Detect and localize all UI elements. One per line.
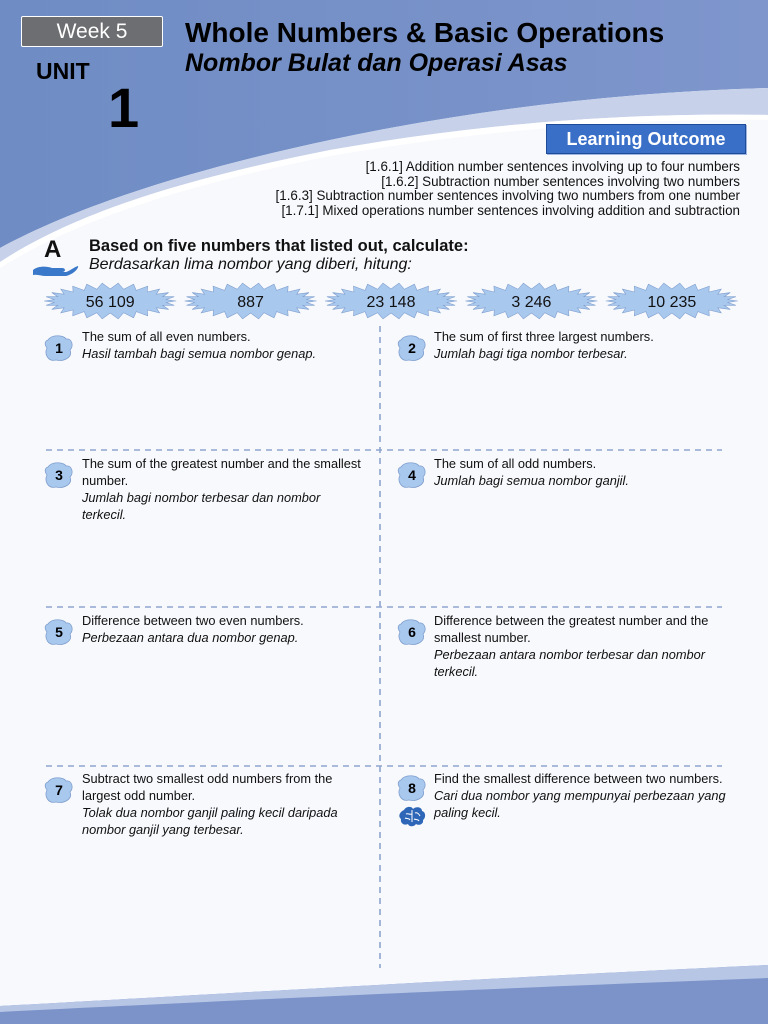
question-1 [82,328,372,362]
question-3 [82,455,362,523]
question-text-en: Difference between the greatest number and the smallest number. [434,613,709,645]
question-number: 6 [408,624,416,640]
question-number: 2 [408,340,416,356]
question-text-en: The sum of the greatest number and the smallest number. [82,456,361,488]
page-title: Whole Numbers & Basic Operations [185,17,665,48]
question-text-ms: Tolak dua nombor ganjil paling kecil daripada nombor ganjil yang terbesar. [82,805,338,837]
learning-outcome-item: [1.6.3] Subtraction number sentences involving two numbers from one number [275,188,740,203]
number-list [40,282,742,320]
section-letter: A [44,236,62,263]
question-number-badge [44,776,74,804]
question-text-ms: Jumlah bagi semua nombor ganjil. [434,473,629,488]
number-badge [44,283,176,319]
unit-label: UNIT [36,58,90,84]
question-text-ms: Jumlah bagi tiga nombor terbesar. [434,346,628,361]
question-text-en: Find the smallest difference between two numbers. [434,771,723,786]
question-text-ms: Cari dua nombor yang mempunyai perbezaan yang paling kecil. [434,788,726,820]
section-instruction-en: Based on five numbers that listed out, calculate: [89,237,469,255]
question-number: 8 [408,780,416,796]
brain-icon [398,806,426,828]
number-value: 887 [237,294,264,311]
question-number-badge [397,774,427,802]
question-text-ms: Hasil tambah bagi semua nombor genap. [82,346,317,361]
question-number-badge [397,461,427,489]
learning-outcome-badge: Learning Outcome [546,124,746,154]
number-value: 10 235 [647,294,697,311]
question-number: 7 [55,782,63,798]
page-subtitle: Nombor Bulat dan Operasi Asas [185,49,568,77]
question-8 [434,770,734,821]
question-number: 4 [408,467,416,483]
question-2 [434,328,734,362]
question-5 [82,612,372,646]
question-number-badge [44,461,74,489]
unit-number: 1 [108,76,140,139]
learning-outcome-item: [1.6.1] Addition number sentences involving up to four numbers [365,159,740,174]
question-number-badge [397,334,427,362]
question-text-en: The sum of all even numbers. [82,329,251,344]
question-text-en: Difference between two even numbers. [82,613,304,628]
question-text-ms: Jumlah bagi nombor terbesar dan nombor terkecil. [82,490,321,522]
hand-holding-icon [32,258,80,278]
question-number-badge [44,334,74,362]
question-number-badge [397,618,427,646]
section-instruction-ms: Berdasarkan lima nombor yang diberi, hitung: [89,256,412,273]
question-number: 1 [55,340,63,356]
question-text-ms: Perbezaan antara dua nombor genap. [82,630,299,645]
question-number: 5 [55,624,63,640]
question-6 [434,612,729,680]
question-text-en: The sum of all odd numbers. [434,456,597,471]
number-badge [325,283,457,319]
number-badge [185,283,317,319]
question-text-en: The sum of first three largest numbers. [434,329,654,344]
learning-outcome-list [276,160,740,218]
question-text-en: Subtract two smallest odd numbers from the largest odd number. [82,771,333,803]
learning-outcome-item: [1.6.2] Subtraction number sentences involving two numbers [381,173,740,189]
question-4 [434,455,734,489]
question-7 [82,770,357,838]
number-value: 56 109 [85,294,135,311]
question-number-badge [44,618,74,646]
learning-outcome-item: [1.7.1] Mixed operations number sentences involving addition and subtraction [281,202,740,218]
question-text-ms: Perbezaan antara nombor terbesar dan nombor terkecil. [434,647,706,679]
question-number: 3 [55,467,63,483]
number-badge [465,283,597,319]
week-badge: Week 5 [21,16,163,47]
number-value: 23 148 [366,294,416,311]
number-badge [606,283,738,319]
number-value: 3 246 [511,294,552,311]
